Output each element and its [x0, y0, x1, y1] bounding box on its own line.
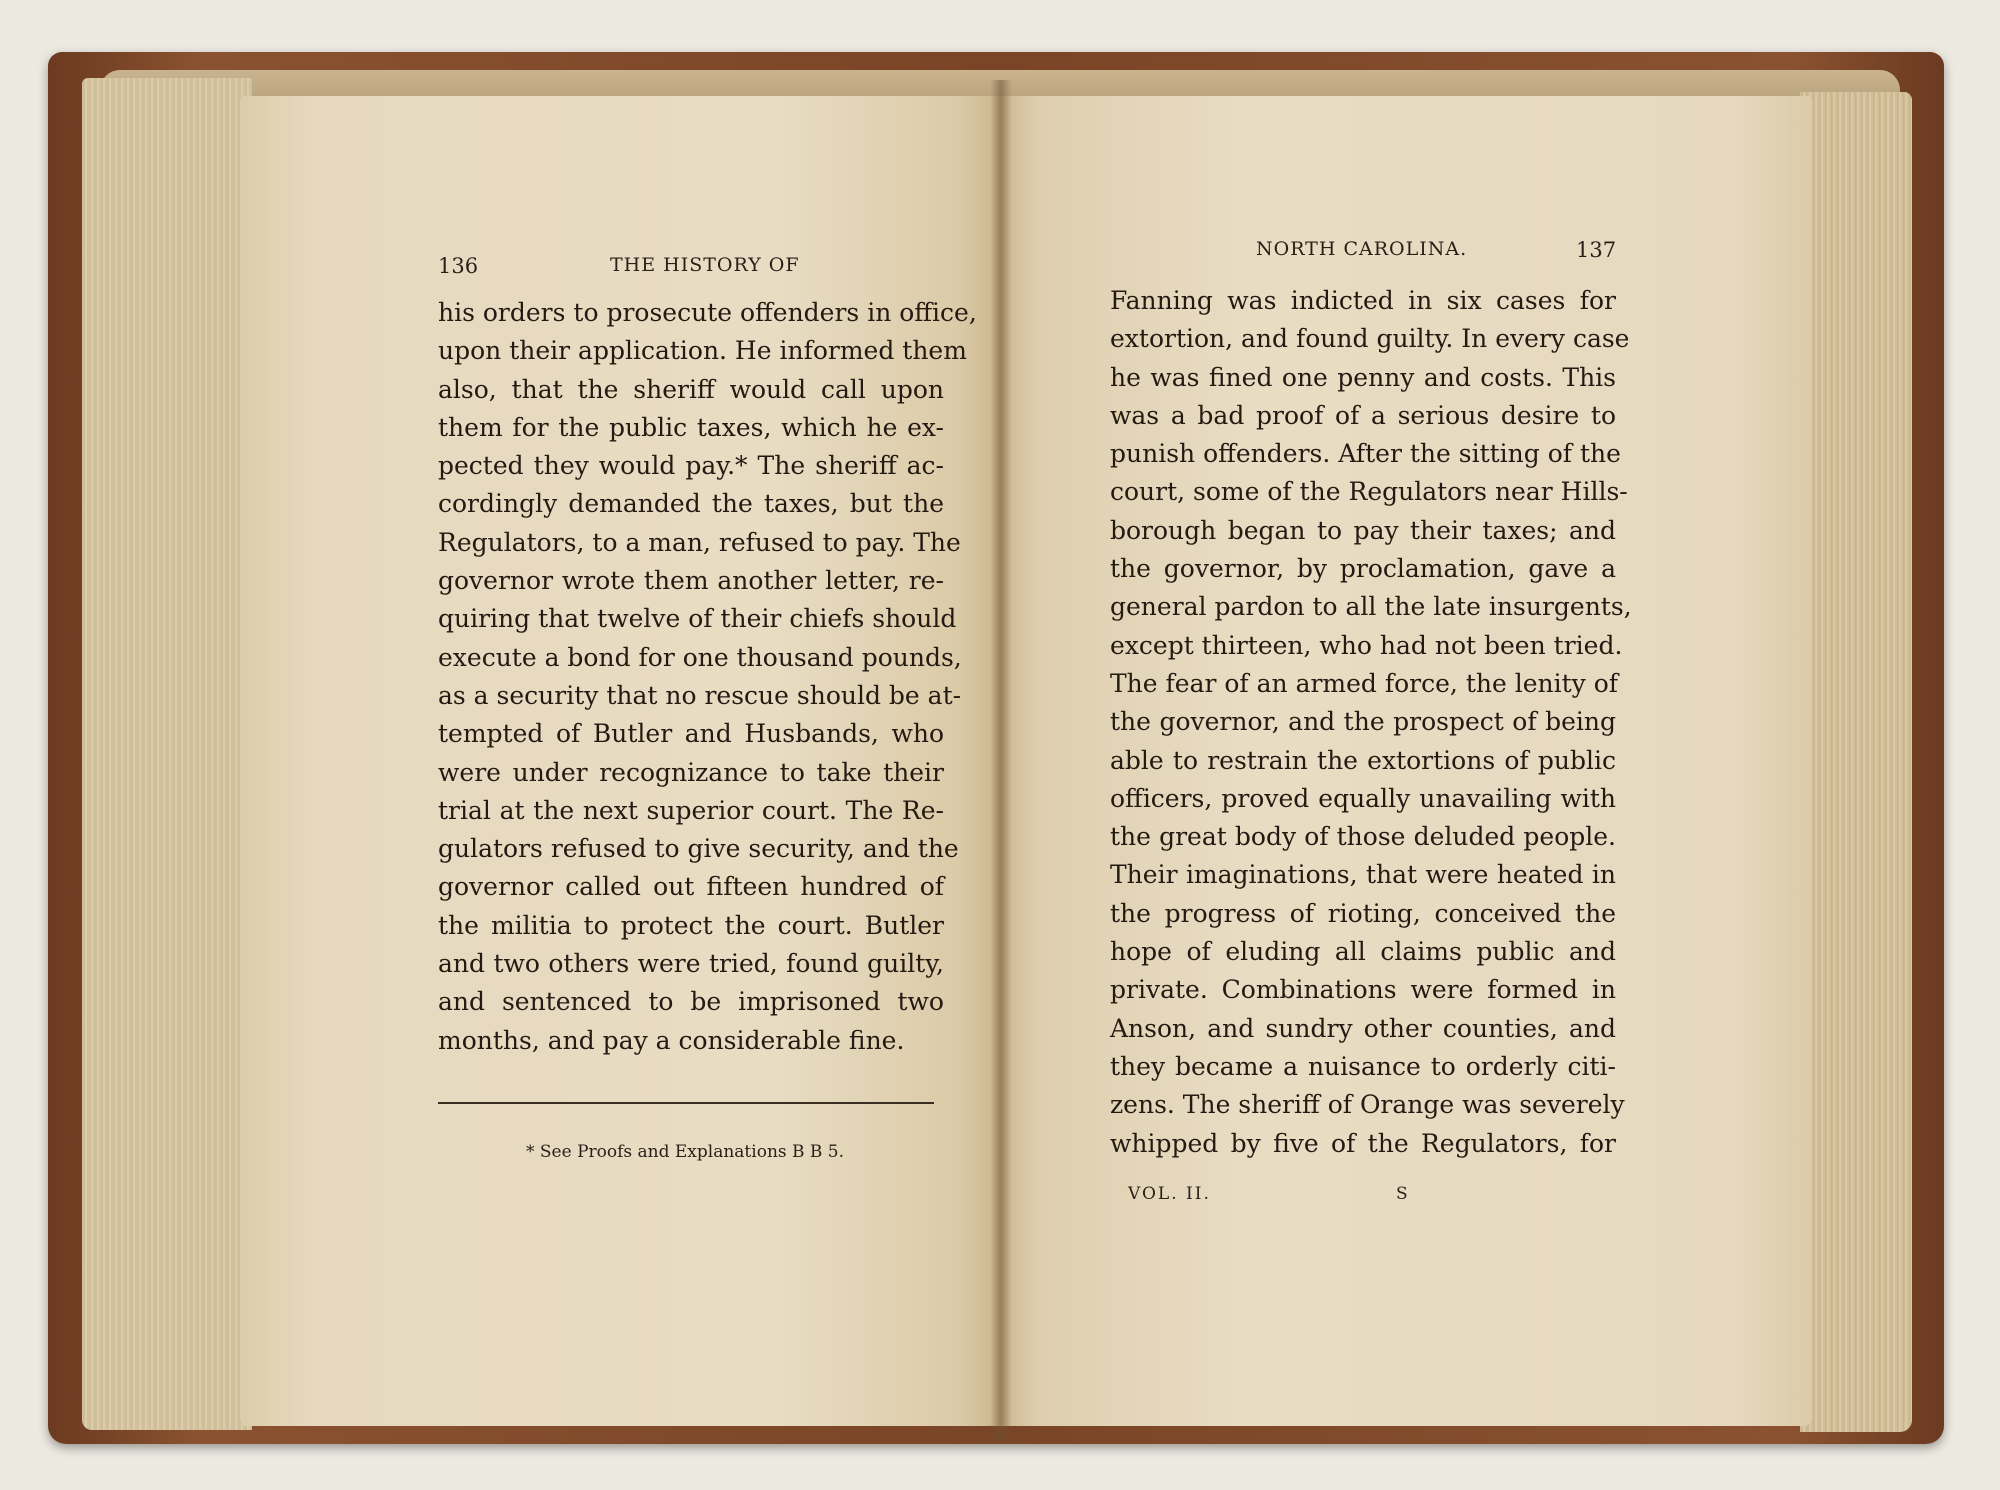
text-line: and sentenced to be imprisoned two: [438, 987, 944, 1017]
text-line: court, some of the Regulators near Hills-: [1110, 477, 1628, 507]
text-line: he was fined one penny and costs. This: [1110, 362, 1616, 392]
signature-mark: S: [1396, 1184, 1410, 1204]
text-line: the progress of rioting, conceived the: [1110, 898, 1616, 928]
text-line: punish offenders. After the sitting of the: [1110, 439, 1621, 469]
text-line: the great body of those deluded people.: [1110, 822, 1616, 852]
text-line: his orders to prosecute offenders in office,: [438, 298, 977, 327]
text-line: governor called out fifteen hundred of: [438, 872, 944, 902]
volume-mark: VOL. II.: [1128, 1184, 1211, 1204]
text-line: extortion, and found guilty. In every case: [1110, 324, 1630, 354]
left-running-head: THE HISTORY OF: [610, 254, 800, 276]
text-line: The fear of an armed force, the lenity of: [1110, 668, 1619, 698]
book-gutter: [990, 80, 1012, 1440]
left-page-body: [438, 294, 977, 1060]
text-line: able to restrain the extortions of public: [1110, 745, 1616, 775]
text-line: governor wrote them another letter, re-: [438, 566, 944, 596]
text-line: Anson, and sundry other counties, and: [1110, 1013, 1616, 1043]
text-line: months, and pay a considerable fine.: [438, 1025, 905, 1055]
text-line: also, that the sheriff would call upon: [438, 374, 944, 404]
text-line: Regulators, to a man, refused to pay. The: [438, 527, 961, 557]
text-line: tempted of Butler and Husbands, who: [438, 719, 944, 749]
right-page-edges: [1800, 92, 1912, 1432]
text-line: cordingly demanded the taxes, but the: [438, 489, 944, 519]
right-page-number: 137: [1576, 238, 1617, 262]
text-line: hope of eluding all claims public and: [1110, 937, 1616, 967]
text-line: gulators refused to give security, and the: [438, 834, 959, 864]
text-line: private. Combinations were formed in: [1110, 975, 1616, 1005]
text-line: general pardon to all the late insurgents,: [1110, 592, 1632, 622]
text-line: as a security that no rescue should be at-: [438, 680, 962, 710]
text-line: the governor, by proclamation, gave a: [1110, 554, 1616, 584]
left-footnote: * See Proofs and Explanations B B 5.: [526, 1142, 845, 1162]
text-line: officers, proved equally unavailing with: [1110, 783, 1616, 813]
text-line: trial at the next superior court. The Re-: [438, 795, 944, 825]
text-line: and two others were tried, found guilty,: [438, 949, 944, 979]
left-page-number: 136: [438, 254, 479, 278]
text-line: the militia to protect the court. Butler: [438, 910, 944, 940]
text-line: whipped by five of the Regulators, for: [1110, 1128, 1616, 1158]
text-line: they became a nuisance to orderly citi-: [1110, 1051, 1616, 1081]
text-line: them for the public taxes, which he ex-: [438, 412, 944, 442]
text-line: Their imaginations, that were heated in: [1110, 860, 1616, 890]
left-page-edges: [82, 78, 252, 1430]
text-line: quiring that twelve of their chiefs should: [438, 604, 957, 634]
text-line: zens. The sheriff of Orange was severely: [1110, 1090, 1625, 1120]
text-line: except thirteen, who had not been tried.: [1110, 630, 1623, 660]
text-line: borough began to pay their taxes; and: [1110, 515, 1616, 545]
text-line: was a bad proof of a serious desire to: [1110, 400, 1616, 430]
text-line: execute a bond for one thousand pounds,: [438, 642, 962, 672]
text-line: upon their application. He informed them: [438, 336, 967, 366]
text-line: the governor, and the prospect of being: [1110, 707, 1616, 737]
text-line: were under recognizance to take their: [438, 757, 944, 787]
footnote-rule: [438, 1102, 934, 1104]
text-line: Fanning was indicted in six cases for: [1110, 286, 1616, 315]
text-line: pected they would pay.* The sheriff ac-: [438, 451, 944, 481]
right-running-head: NORTH CAROLINA.: [1256, 238, 1468, 260]
right-page-body: [1110, 282, 1632, 1163]
